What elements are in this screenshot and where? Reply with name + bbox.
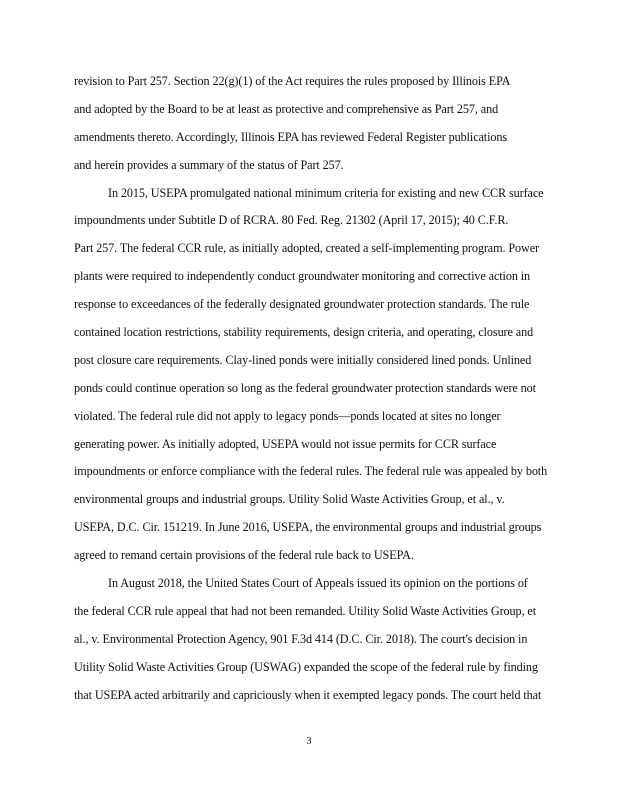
body-text (74, 68, 602, 709)
text-line-15: impoundments or enforce compliance with the federal rules. The federal rule was appealed by both (74, 464, 548, 479)
text-line-10: contained location restrictions, stability requirements, design criteria, and operating, closure and (74, 325, 534, 340)
text-line-13: violated. The federal rule did not apply to legacy ponds—ponds located at sites no longer (74, 408, 501, 423)
text-line-19: In August 2018, the United States Court of Appeals issued its opinion on the portions of (108, 576, 528, 591)
text-line-4: and herein provides a summary of the status of Part 257. (74, 157, 344, 172)
text-line-14: generating power. As initially adopted, USEPA would not issue permits for CCR surface (74, 436, 497, 451)
text-line-3: amendments thereto. Accordingly, Illinois EPA has reviewed Federal Register publications (74, 129, 508, 144)
text-line-2: and adopted by the Board to be at least as protective and comprehensive as Part 257, and (74, 101, 499, 116)
text-line-16: environmental groups and industrial groups. Utility Solid Waste Activities Group, et al., v. (74, 492, 505, 507)
text-line-18: agreed to remand certain provisions of the federal rule back to USEPA. (74, 548, 414, 563)
text-line-9: response to exceedances of the federally designated groundwater protection standards. The rule (74, 297, 530, 312)
text-line-22: Utility Solid Waste Activities Group (USWAG) expanded the scope of the federal rule by finding (74, 659, 538, 674)
text-line-11: post closure care requirements. Clay-lined ponds were initially considered lined ponds. Unlined (74, 352, 532, 367)
text-line-23: that USEPA acted arbitrarily and capriciously when it exempted legacy ponds. The court held that (74, 687, 542, 702)
text-line-20: the federal CCR rule appeal that had not been remanded. Utility Solid Waste Activities Group, et (74, 603, 537, 618)
text-line-1: revision to Part 257. Section 22(g)(1) of the Act requires the rules proposed by Illinois EPA (74, 74, 511, 88)
text-line-17: USEPA, D.C. Cir. 151219. In June 2016, USEPA, the environmental groups and industrial groups (74, 520, 542, 535)
text-line-12: ponds could continue operation so long as the federal groundwater protection standards were not (74, 380, 536, 395)
text-line-8: plants were required to independently conduct groundwater monitoring and corrective action in (74, 269, 531, 284)
text-line-6: impoundments under Subtitle D of RCRA. 80 Fed. Reg. 21302 (April 17, 2015); 40 C.F.R. (74, 213, 509, 228)
text-line-7: Part 257. The federal CCR rule, as initially adopted, created a self-implementing program. Power (74, 241, 540, 256)
page-number: 3 (306, 736, 312, 747)
text-line-5: In 2015, USEPA promulgated national minimum criteria for existing and new CCR surface (108, 185, 544, 200)
text-line-21: al., v. Environmental Protection Agency, 901 F.3d 414 (D.C. Cir. 2018). The court's decision in (74, 631, 528, 646)
